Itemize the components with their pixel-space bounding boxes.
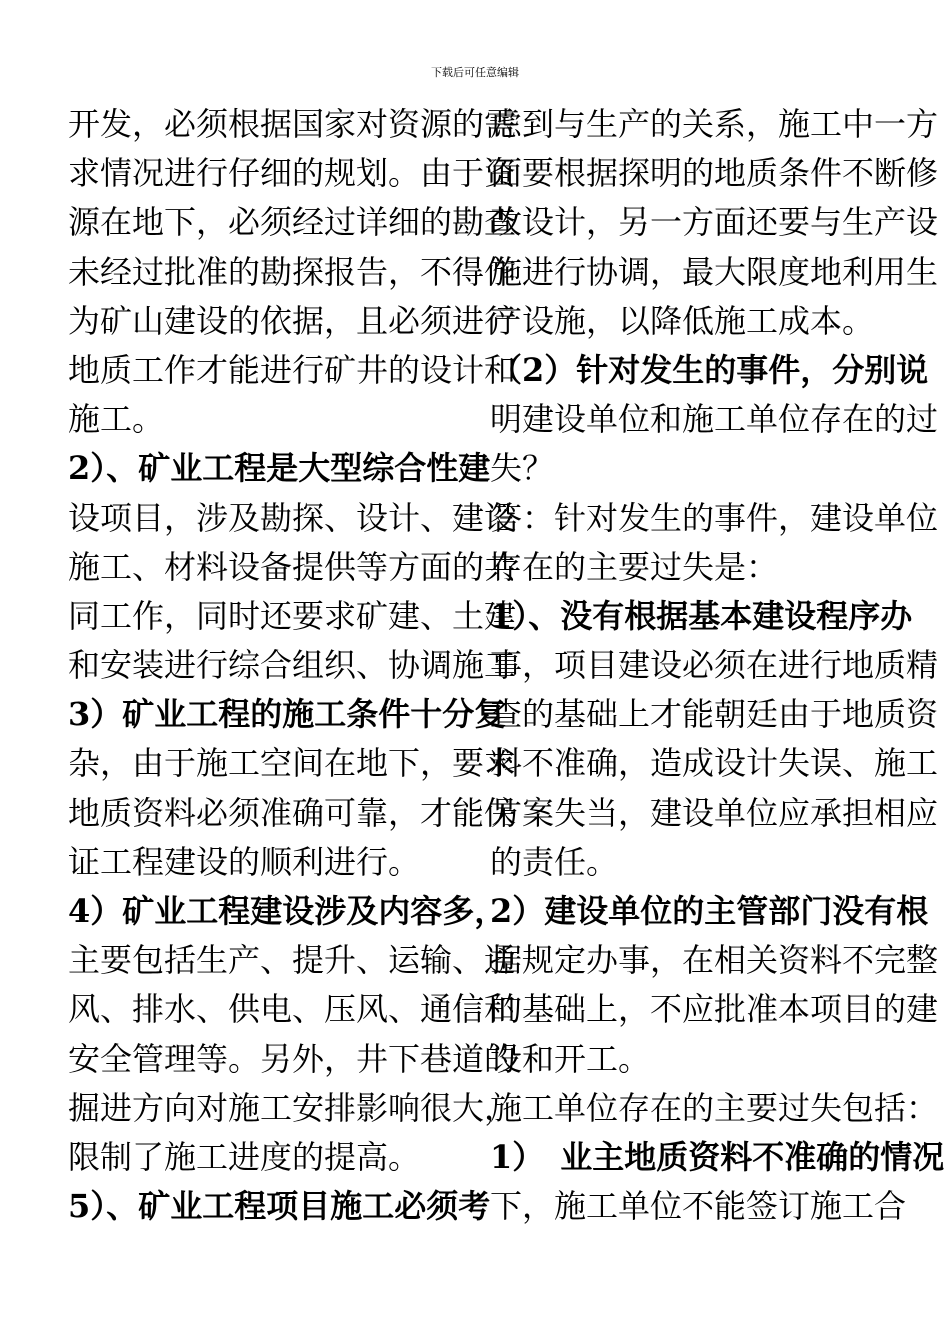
text-line: 地质工作才能进行矿井的设计和 bbox=[68, 350, 517, 389]
text-line: 5）、矿业工程项目施工必须考 bbox=[68, 1187, 491, 1226]
text-line: 限制了施工进度的提高。 bbox=[68, 1137, 421, 1176]
text-line: 杂，由于施工空间在地下，要求 bbox=[68, 744, 517, 783]
text-line: 设和开工。 bbox=[490, 1039, 651, 1078]
text-line: 据规定办事，在相关资料不完整 bbox=[490, 941, 939, 980]
text-line: 产设施，以降低施工成本。 bbox=[490, 301, 875, 340]
text-line: 施进行协调，最大限度地利用生 bbox=[490, 252, 939, 291]
text-line: 1） 业主地质资料不准确的情况 bbox=[490, 1137, 945, 1176]
text-line: 安全管理等。另外，井下巷道的 bbox=[68, 1039, 517, 1078]
text-line: 设项目，涉及勘探、设计、建设 bbox=[68, 498, 517, 537]
text-line: 2）、矿业工程是大型综合性建 bbox=[68, 449, 491, 488]
text-line: 同工作，同时还要求矿建、土建 bbox=[68, 596, 517, 635]
text-line: 存在的主要过失是： bbox=[490, 547, 779, 586]
text-line: 施工。 bbox=[68, 400, 165, 439]
text-line: 事，项目建设必须在进行地质精 bbox=[490, 646, 939, 685]
text-line: 主要包括生产、提升、运输、通 bbox=[68, 941, 517, 980]
page-header-note: 下载后可任意编辑 bbox=[431, 66, 519, 79]
text-line: 风、排水、供电、压风、通信和 bbox=[68, 990, 517, 1029]
text-line: 虑到与生产的关系，施工中一方 bbox=[490, 105, 939, 143]
text-line: 失？ bbox=[490, 449, 555, 488]
left-text-column bbox=[68, 100, 517, 1231]
text-line: 开发，必须根据国家对资源的需 bbox=[68, 105, 517, 143]
text-line: 4）矿业工程建设涉及内容多， bbox=[68, 892, 507, 930]
text-line: 改设计，另一方面还要与生产设 bbox=[490, 203, 939, 242]
text-line: 地质资料必须准确可靠，才能保 bbox=[68, 793, 517, 832]
text-line: 方案失当，建设单位应承担相应 bbox=[490, 793, 939, 832]
text-line: 求情况进行仔细的规划。由于资 bbox=[68, 154, 517, 193]
text-line: 面要根据探明的地质条件不断修 bbox=[490, 154, 939, 193]
text-line: 查的基础上才能朝廷由于地质资 bbox=[490, 695, 939, 734]
text-line: 和安装进行综合组织、协调施工 bbox=[68, 646, 517, 685]
text-line: 施工单位存在的主要过失包括： bbox=[490, 1088, 939, 1127]
text-line: 1）、没有根据基本建设程序办 bbox=[490, 596, 913, 635]
text-line: 明建设单位和施工单位存在的过 bbox=[490, 400, 939, 439]
text-line: 料不准确，造成设计失误、施工 bbox=[490, 744, 939, 783]
text-line: 3）矿业工程的施工条件十分复 bbox=[68, 695, 507, 734]
text-line: 掘进方向对施工安排影响很大， bbox=[68, 1088, 517, 1127]
text-line: 源在地下，必须经过详细的勘查 bbox=[68, 203, 517, 242]
text-line: 施工、材料设备提供等方面的共 bbox=[68, 547, 517, 586]
text-line: （2）针对发生的事件，分别说 bbox=[490, 350, 929, 389]
text-line: 为矿山建设的依据，且必须进行 bbox=[68, 301, 517, 340]
text-line: 的责任。 bbox=[490, 842, 619, 881]
text-line: 2）建设单位的主管部门没有根 bbox=[490, 892, 929, 930]
text-line: 答：针对发生的事件，建设单位 bbox=[490, 498, 939, 537]
right-text-column bbox=[490, 100, 950, 1231]
text-line: 证工程建设的顺利进行。 bbox=[68, 842, 421, 881]
text-line: 下，施工单位不能签订施工合 bbox=[490, 1187, 907, 1226]
text-line: 未经过批准的勘探报告，不得作 bbox=[68, 252, 517, 291]
text-line: 的基础上，不应批准本项目的建 bbox=[490, 990, 939, 1029]
